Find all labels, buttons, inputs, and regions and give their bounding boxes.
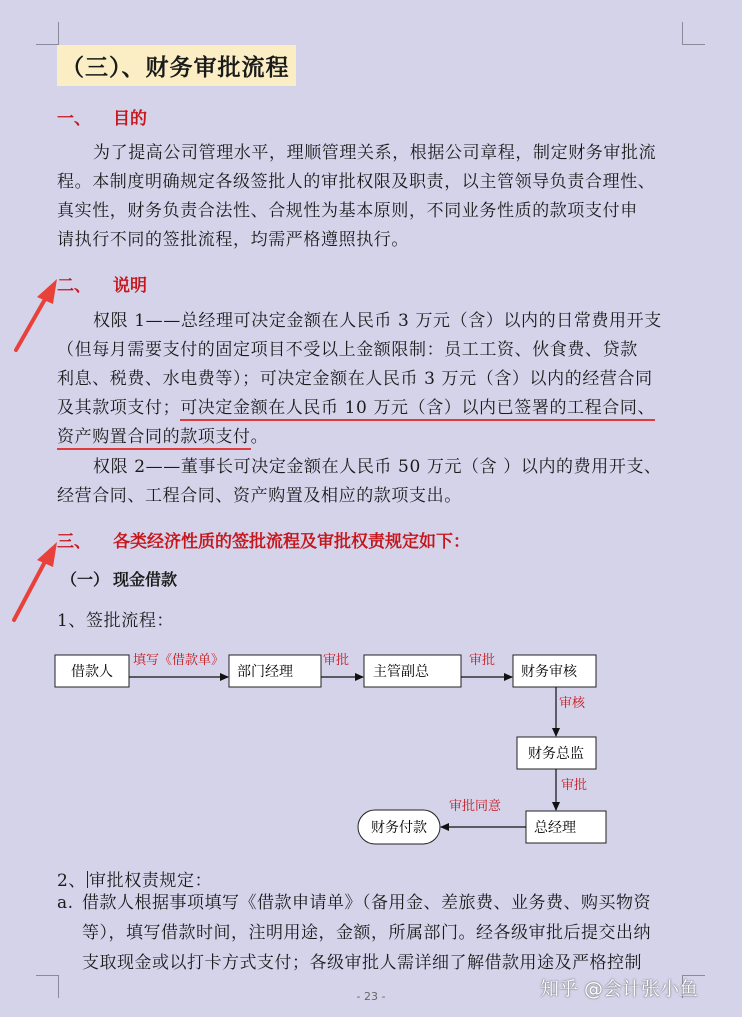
svg-text:财务审核: 财务审核	[521, 664, 577, 680]
label-approve: 审批	[469, 653, 496, 668]
authority-2-paragraph: 权限 2——董事长可决定金额在人民币 50 万元（含 ）以内的费用开支、 经营合同、工程合同、资产购置及相应的款项支出。	[57, 457, 662, 506]
section-heading-approval-rules: 三、 各类经济性质的签批流程及审批权责规定如下：	[57, 532, 470, 552]
label-approve: 审批	[561, 778, 588, 793]
underlined-text: 可决定金额在人民币 10 万元（含）以内已签署的工程合同、	[180, 398, 655, 421]
underlined-text: 资产购置合同的款项支付	[57, 427, 251, 450]
list-item-a: a. 借款人根据事项填写《借款申请单》（备用金、差旅费、业务费、购买物资 等），填写借款时间，注明用途，金额，所属部门。经各级审批后提交出纳 支取现金或以打卡方式支付；各级审批人需详细了解借款用途及严格控制	[57, 893, 651, 973]
node-finance-review	[513, 655, 596, 687]
authority-1-paragraph: 权限 1——总经理可决定金额在人民币 3 万元（含）以内的日常费用开支 （但每月需要支付的固定项目不受以上金额限制：员工工资、伙食费、贷款 利息、税费、水电费等）；可决定金额在人民币 3 万元（含）以内的经营合同 及其款项支付；可决定金额在人民币 10 万元（含）以内已签署的工程合同、 资产购置合同的款项支付。	[57, 307, 683, 452]
step-2-label: 2、 审批权责规定：	[57, 871, 213, 891]
page-number: - 23 -	[356, 990, 386, 1003]
purpose-paragraph: 为了提高公司管理水平，理顺管理关系，根据公司章程，制定财务审批流 程。本制度明确规定各级签批人的审批权限及职责，以主管领导负责合理性、 真实性，财务负责合法性、合规性为基本原则，不同业务性质的款项支付申 请执行不同的签批流程，均需严格遵照执行。	[57, 143, 657, 250]
node-vp	[364, 655, 461, 687]
node-borrower	[55, 655, 129, 687]
svg-text:财务总监: 财务总监	[528, 746, 584, 762]
document-title: （三）、财务审批流程	[57, 45, 296, 86]
svg-text:部门经理: 部门经理	[237, 664, 293, 680]
watermark: 知乎 @会计张小鱼	[540, 978, 699, 1000]
step-1-label: 1、签批流程：	[57, 611, 175, 631]
section-heading-purpose: 一、 目的	[57, 109, 147, 129]
node-finance-director	[517, 737, 596, 769]
red-pointer-arrow-icon	[14, 542, 57, 620]
node-general-manager	[526, 811, 606, 843]
label-approve-agree: 审批同意	[449, 799, 502, 814]
label-review: 审核	[559, 696, 586, 711]
label-approve: 审批	[323, 653, 350, 668]
svg-text:借款人: 借款人	[71, 664, 113, 680]
red-pointer-arrow-icon	[16, 279, 57, 350]
label-fill-form: 填写《借款单》	[133, 653, 225, 668]
node-dept-manager	[229, 655, 321, 687]
section-heading-description: 二、 说明	[57, 276, 147, 296]
subsection-heading-cash-loan: （一） 现金借款	[61, 570, 178, 589]
node-payment	[358, 810, 440, 844]
svg-text:主管副总: 主管副总	[373, 664, 429, 680]
text-cursor	[87, 871, 88, 888]
svg-text:总经理: 总经理	[534, 820, 576, 836]
svg-text:财务付款: 财务付款	[371, 820, 427, 836]
